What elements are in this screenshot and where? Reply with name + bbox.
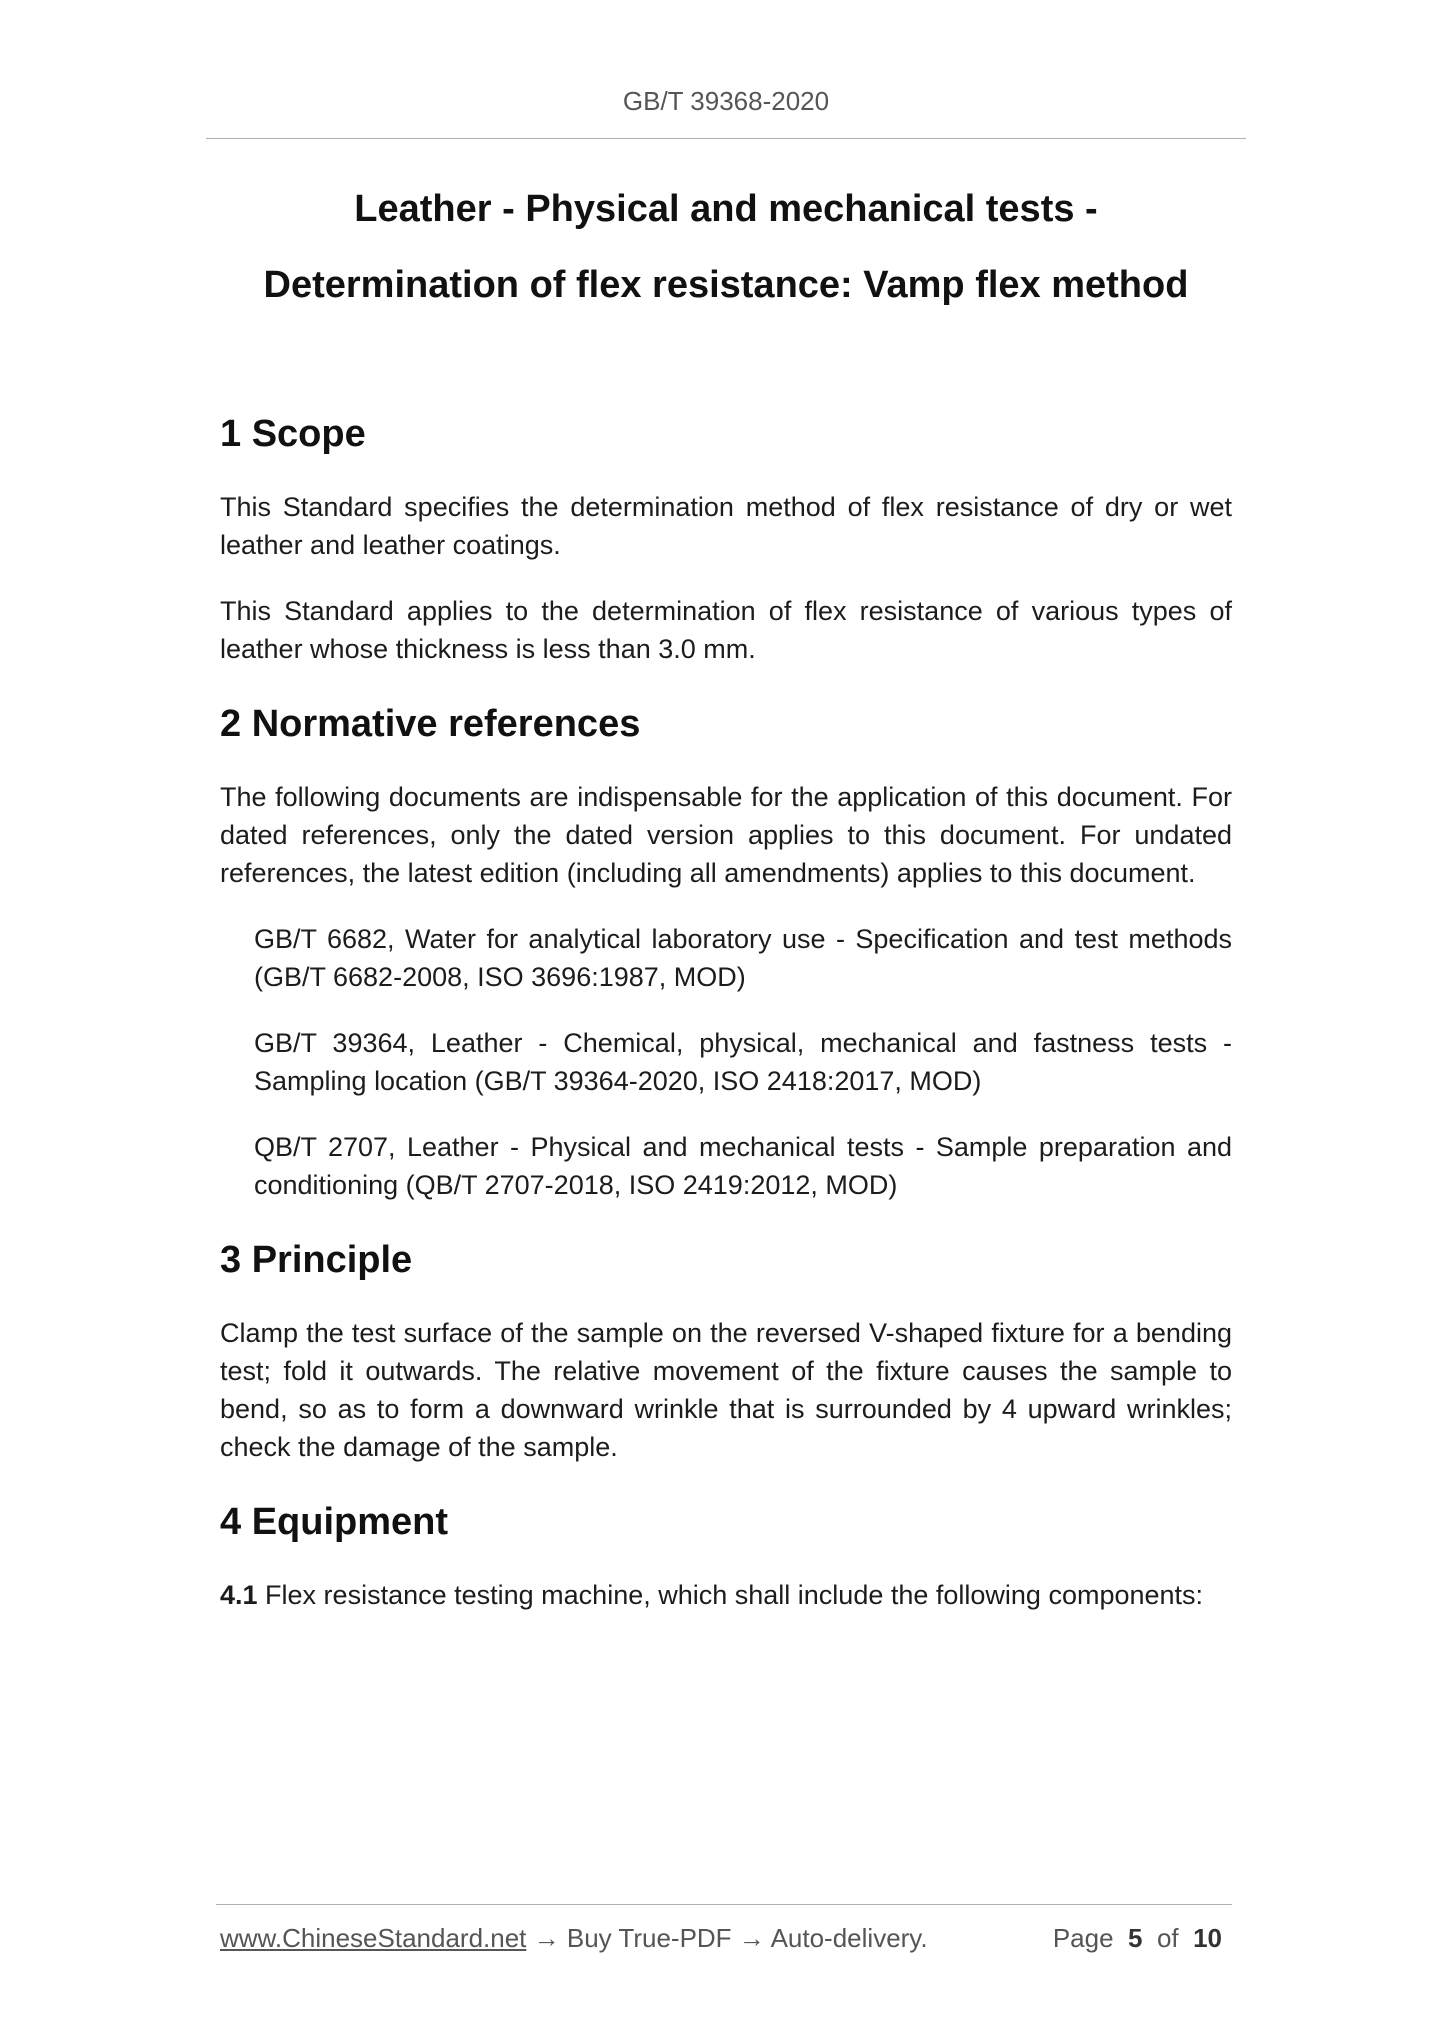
page-footer — [220, 1923, 1232, 1954]
document-title-line-2: Determination of flex resistance: Vamp flex method — [263, 264, 1189, 306]
reference-item-gbt-39364: GB/T 39364, Leather - Chemical, physical, mechanical and fastness tests - Sampling location (GB/T 39364-2020, ISO 2418:2017, MOD) — [254, 1028, 1232, 1096]
document-id-header: GB/T 39368-2020 — [622, 86, 830, 116]
page-indicator — [1053, 1923, 1222, 1954]
footer-tagline: → Buy True-PDF → Auto-delivery. — [526, 1923, 928, 1953]
section-heading-principle: 3 Principle — [220, 1239, 413, 1281]
current-page-number: 5 — [1128, 1923, 1143, 1953]
section-heading-equipment: 4 Equipment — [220, 1501, 449, 1543]
section-heading-normative-references: 2 Normative references — [220, 703, 641, 745]
of-label: of — [1156, 1923, 1179, 1953]
equipment-clause-4-1 — [220, 1576, 1232, 1614]
clause-text: Flex resistance testing machine, which shall include the following components: — [257, 1580, 1204, 1610]
clause-number: 4.1 — [220, 1580, 258, 1610]
footer-divider — [216, 1904, 1232, 1905]
scope-paragraph-1: This Standard specifies the determination method of flex resistance of dry or wet leather and leather coatings. — [220, 492, 1232, 560]
document-body — [220, 404, 1232, 1614]
scope-paragraph-2: This Standard applies to the determination of flex resistance of various types of leather whose thickness is less than 3.0 mm. — [220, 596, 1232, 664]
reference-item-qbt-2707: QB/T 2707, Leather - Physical and mechanical tests - Sample preparation and conditioning (QB/T 2707-2018, ISO 2419:2012, MOD) — [254, 1132, 1232, 1200]
reference-item-gbt-6682: GB/T 6682, Water for analytical laboratory use - Specification and test methods (GB/T 6682-2008, ISO 3696:1987, MOD) — [254, 924, 1232, 992]
principle-paragraph: Clamp the test surface of the sample on the reversed V-shaped fixture for a bending test; fold it outwards. The relative movement of the fixture causes the sample to bend, so as to form a downward wrinkle that is surrounded by 4 upward wrinkles; check the damage of the sample. — [220, 1318, 1232, 1462]
website-link[interactable]: www.ChineseStandard.net — [220, 1923, 527, 1953]
total-page-count: 10 — [1193, 1923, 1222, 1953]
section-heading-scope: 1 Scope — [220, 413, 366, 455]
page-label: Page — [1052, 1923, 1114, 1953]
document-title-line-1: Leather - Physical and mechanical tests - — [354, 188, 1098, 230]
normative-intro-paragraph: The following documents are indispensable for the application of this document. For dated references, only the dated version applies to this document. For undated references, the latest edition (including all amendments) applies to this document. — [220, 782, 1232, 888]
header-divider — [206, 138, 1246, 139]
